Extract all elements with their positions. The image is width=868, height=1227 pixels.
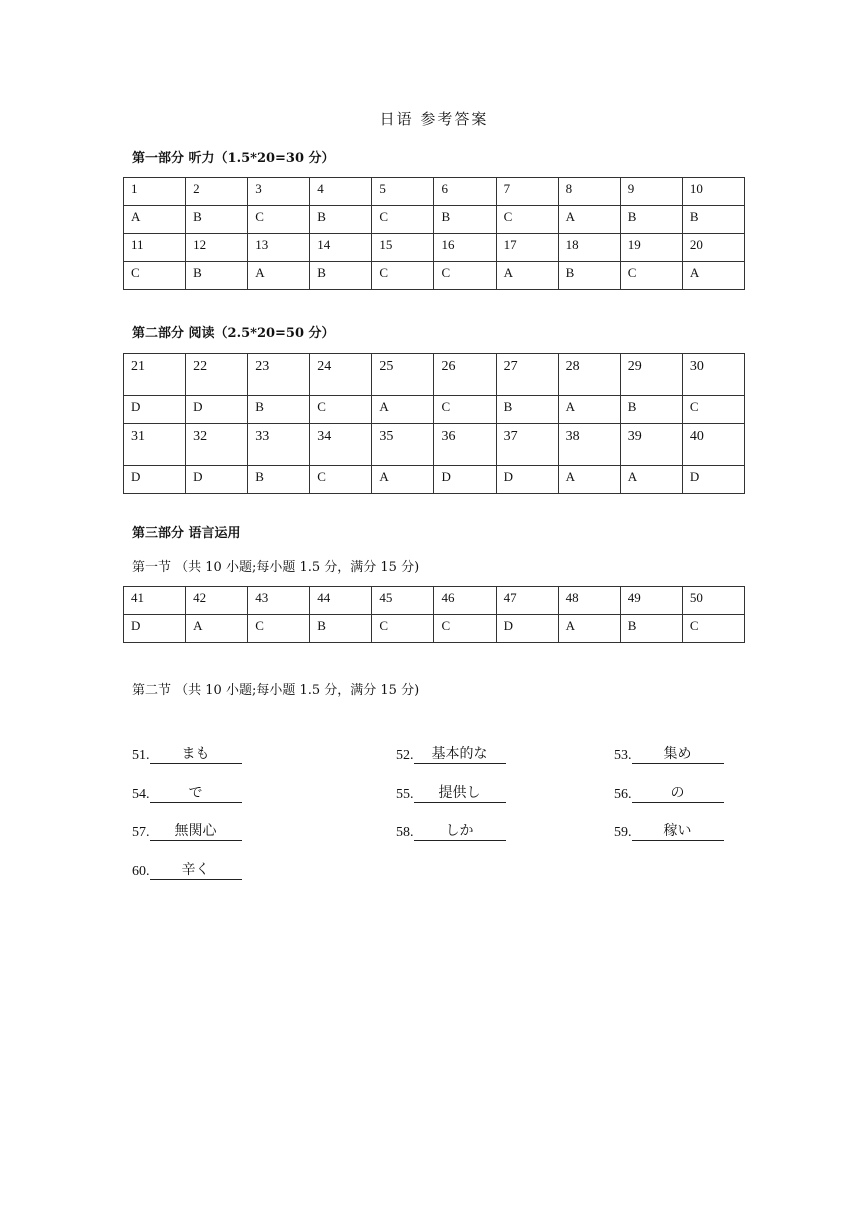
question-number-cell: 40 [682, 424, 744, 466]
question-number-cell: 48 [558, 587, 620, 615]
answer-cell: A [496, 262, 558, 290]
answer-cell: A [558, 466, 620, 494]
question-number-cell: 8 [558, 178, 620, 206]
question-number-cell: 29 [620, 354, 682, 396]
answer-cell: C [434, 262, 496, 290]
fill-in-number: 56. [614, 787, 632, 802]
question-number-cell: 44 [310, 587, 372, 615]
answer-cell: C [682, 396, 744, 424]
part2-answer-table [123, 353, 745, 494]
question-number-cell: 41 [124, 587, 186, 615]
answer-cell: A [372, 396, 434, 424]
question-number-cell: 20 [682, 234, 744, 262]
question-number-cell: 45 [372, 587, 434, 615]
question-number-cell: 11 [124, 234, 186, 262]
part1-heading: 第一部分 听力（1.5*20=30 分） [132, 151, 335, 166]
question-number-cell: 17 [496, 234, 558, 262]
table-row [124, 234, 745, 262]
answer-cell: C [248, 206, 310, 234]
question-number-cell: 28 [558, 354, 620, 396]
question-number-cell: 35 [372, 424, 434, 466]
fill-in-number: 60. [132, 864, 150, 879]
part2-heading: 第二部分 阅读（2.5*20=50 分） [132, 326, 335, 341]
question-number-cell: 16 [434, 234, 496, 262]
answer-cell: C [372, 262, 434, 290]
table-row [124, 587, 745, 615]
question-number-cell: 26 [434, 354, 496, 396]
question-number-cell: 21 [124, 354, 186, 396]
fill-in-number: 57. [132, 825, 150, 840]
table-row [124, 262, 745, 290]
question-number-cell: 38 [558, 424, 620, 466]
question-number-cell: 47 [496, 587, 558, 615]
answer-cell: B [620, 615, 682, 643]
part1-answer-table [123, 177, 745, 290]
table-row [124, 424, 745, 466]
fill-in-text: 提供し [414, 785, 506, 803]
question-number-cell: 36 [434, 424, 496, 466]
fill-in-number: 55. [396, 787, 414, 802]
answer-cell: B [620, 396, 682, 424]
question-number-cell: 9 [620, 178, 682, 206]
question-number-cell: 6 [434, 178, 496, 206]
table-row [124, 178, 745, 206]
fill-in-text: で [150, 785, 242, 803]
answer-cell: B [248, 466, 310, 494]
question-number-cell: 2 [186, 178, 248, 206]
answer-cell: D [124, 466, 186, 494]
question-number-cell: 25 [372, 354, 434, 396]
section1-label: 第一节 （共 10 小题;每小题 1.5 分，满分 15 分) [132, 560, 420, 575]
answer-cell: A [558, 396, 620, 424]
question-number-cell: 15 [372, 234, 434, 262]
question-number-cell: 10 [682, 178, 744, 206]
question-number-cell: 18 [558, 234, 620, 262]
answer-cell: C [434, 396, 496, 424]
question-number-cell: 27 [496, 354, 558, 396]
question-number-cell: 34 [310, 424, 372, 466]
fill-in-number: 54. [132, 787, 150, 802]
answer-cell: B [682, 206, 744, 234]
answer-cell: A [620, 466, 682, 494]
fill-in-answer [614, 823, 724, 841]
question-number-cell: 31 [124, 424, 186, 466]
fill-in-answer [132, 823, 242, 841]
answer-cell: A [372, 466, 434, 494]
table-row [124, 206, 745, 234]
answer-cell: B [248, 396, 310, 424]
answer-cell: C [372, 206, 434, 234]
answer-cell: A [186, 615, 248, 643]
fill-in-text: まも [150, 746, 242, 764]
answer-cell: C [496, 206, 558, 234]
fill-in-number: 53. [614, 748, 632, 763]
question-number-cell: 33 [248, 424, 310, 466]
answer-cell: C [682, 615, 744, 643]
question-number-cell: 39 [620, 424, 682, 466]
answer-cell: C [372, 615, 434, 643]
answer-cell: C [620, 262, 682, 290]
fill-in-number: 52. [396, 748, 414, 763]
answer-cell: C [310, 396, 372, 424]
answer-cell: B [310, 262, 372, 290]
question-number-cell: 42 [186, 587, 248, 615]
fill-in-answer [396, 746, 506, 764]
answer-cell: D [186, 466, 248, 494]
answer-cell: D [682, 466, 744, 494]
answer-cell: C [248, 615, 310, 643]
question-number-cell: 43 [248, 587, 310, 615]
fill-in-answer [396, 785, 506, 803]
question-number-cell: 13 [248, 234, 310, 262]
answer-cell: D [496, 615, 558, 643]
question-number-cell: 50 [682, 587, 744, 615]
fill-in-text: 基本的な [414, 746, 506, 764]
answer-cell: C [124, 262, 186, 290]
part3-heading: 第三部分 语言运用 [132, 526, 241, 541]
fill-in-answer [396, 823, 506, 841]
question-number-cell: 24 [310, 354, 372, 396]
page-title: 日语 参考答案 [379, 110, 489, 128]
fill-in-number: 59. [614, 825, 632, 840]
question-number-cell: 46 [434, 587, 496, 615]
fill-in-text: の [632, 785, 724, 803]
answer-cell: C [310, 466, 372, 494]
answer-cell: D [434, 466, 496, 494]
answer-cell: B [558, 262, 620, 290]
answer-cell: A [558, 615, 620, 643]
fill-in-text: 辛く [150, 862, 242, 880]
fill-in-answer [132, 785, 242, 803]
question-number-cell: 22 [186, 354, 248, 396]
answer-cell: A [682, 262, 744, 290]
question-number-cell: 7 [496, 178, 558, 206]
section2-label: 第二节 （共 10 小题;每小题 1.5 分，满分 15 分) [132, 683, 420, 698]
fill-in-text: 集め [632, 746, 724, 764]
answer-cell: B [186, 262, 248, 290]
fill-in-number: 51. [132, 748, 150, 763]
answer-cell: B [620, 206, 682, 234]
answer-cell: B [186, 206, 248, 234]
question-number-cell: 19 [620, 234, 682, 262]
table-row [124, 396, 745, 424]
table-row [124, 466, 745, 494]
answer-cell: D [124, 615, 186, 643]
answer-cell: D [124, 396, 186, 424]
section1-answer-table [123, 586, 745, 643]
question-number-cell: 4 [310, 178, 372, 206]
question-number-cell: 1 [124, 178, 186, 206]
table-row [124, 615, 745, 643]
fill-in-answer [132, 862, 242, 880]
fill-in-text: 稼い [632, 823, 724, 841]
question-number-cell: 23 [248, 354, 310, 396]
answer-cell: A [558, 206, 620, 234]
fill-in-answer [132, 746, 242, 764]
answer-cell: D [496, 466, 558, 494]
fill-in-text: 無関心 [150, 823, 242, 841]
question-number-cell: 37 [496, 424, 558, 466]
fill-in-number: 58. [396, 825, 414, 840]
answer-cell: B [434, 206, 496, 234]
answer-cell: B [496, 396, 558, 424]
question-number-cell: 49 [620, 587, 682, 615]
answer-cell: A [248, 262, 310, 290]
answer-cell: A [124, 206, 186, 234]
fill-in-answer [614, 746, 724, 764]
answer-cell: B [310, 206, 372, 234]
answer-cell: C [434, 615, 496, 643]
fill-in-answer [614, 785, 724, 803]
question-number-cell: 3 [248, 178, 310, 206]
question-number-cell: 12 [186, 234, 248, 262]
question-number-cell: 5 [372, 178, 434, 206]
answer-cell: B [310, 615, 372, 643]
table-row [124, 354, 745, 396]
question-number-cell: 30 [682, 354, 744, 396]
question-number-cell: 14 [310, 234, 372, 262]
answer-cell: D [186, 396, 248, 424]
fill-in-text: しか [414, 823, 506, 841]
question-number-cell: 32 [186, 424, 248, 466]
